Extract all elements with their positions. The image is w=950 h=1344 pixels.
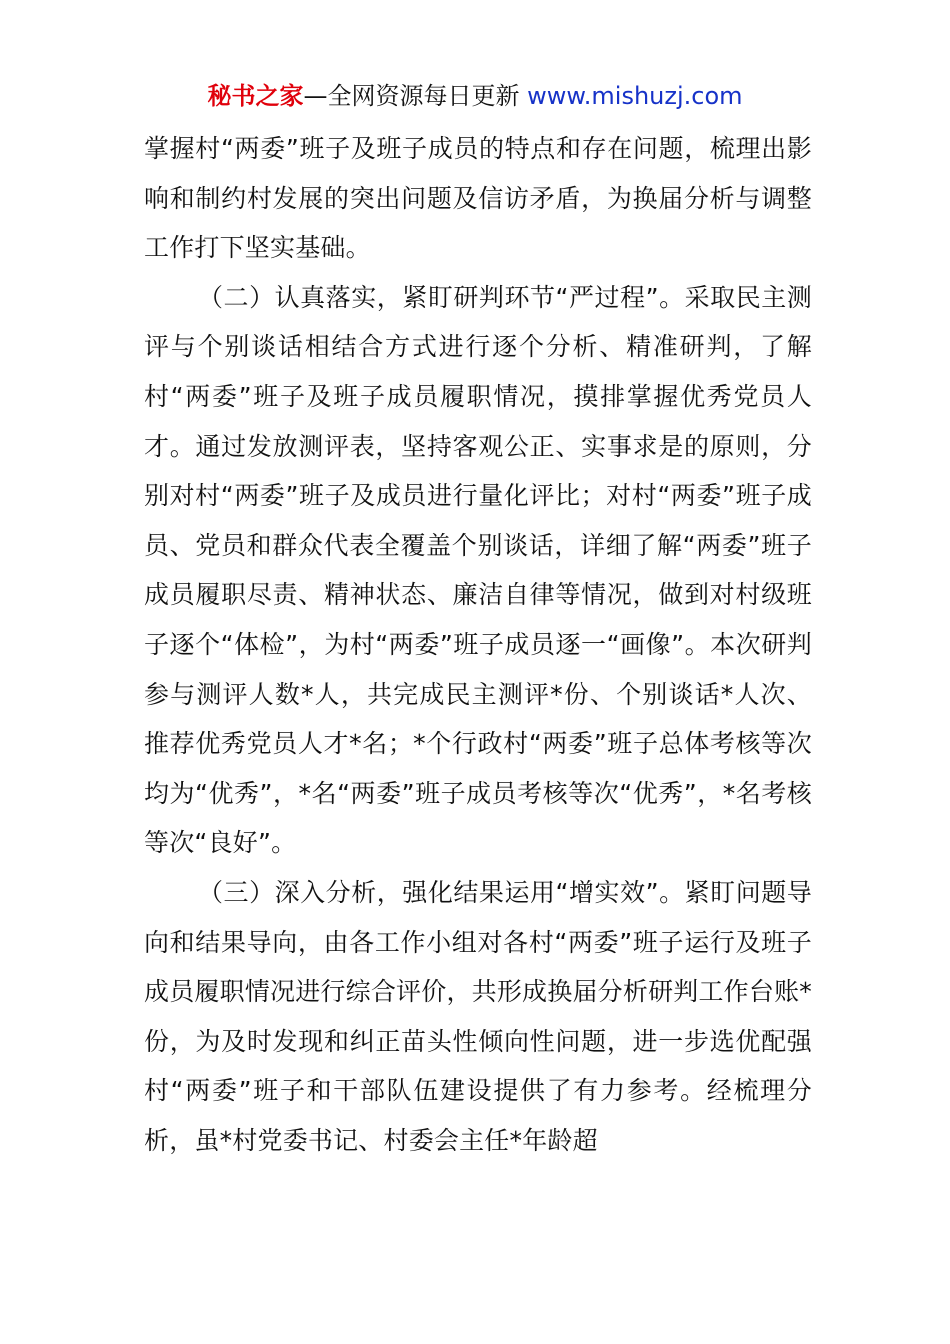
document-body bbox=[144, 124, 812, 1165]
paragraph-section-2: （二）认真落实，紧盯研判环节“严过程”。采取民主测评与个别谈话相结合方式进行逐个分析、精准研判，了解村“两委”班子及班子成员履职情况，摸排掌握优秀党员人才。通过发放测评表，坚持客观公正、实事求是的原则，分别对村“两委”班子及成员进行量化评比；对村“两委”班子成员、党员和群众代表全覆盖个别谈话，详细了解“两委”班子成员履职尽责、精神状态、廉洁自律等情况，做到对村级班子逐个“体检”，为村“两委”班子成员逐一“画像”。本次研判参与测评人数*人，共完成民主测评*份、个别谈话*人次、推荐优秀党员人才*名；*个行政村“两委”班子总体考核等次均为“优秀”，*名“两委”班子成员考核等次“优秀”，*名考核等次“良好”。 bbox=[144, 282, 812, 858]
paragraph-continuation: 掌握村“两委”班子及班子成员的特点和存在问题，梳理出影响和制约村发展的突出问题及信访矛盾，为换届分析与调整工作打下坚实基础。 bbox=[144, 134, 812, 263]
header-url-link[interactable]: www.mishuzj.com bbox=[527, 82, 743, 110]
header-brand: 秘书之家 bbox=[207, 82, 304, 110]
header-tagline: —全网资源每日更新 bbox=[303, 82, 520, 110]
page-header bbox=[0, 80, 950, 112]
paragraph-section-3: （三）深入分析，强化结果运用“增实效”。紧盯问题导向和结果导向，由各工作小组对各村“两委”班子运行及班子成员履职情况进行综合评价，共形成换届分析研判工作台账*份，为及时发现和纠正苗头性倾向性问题，进一步选优配强村“两委”班子和干部队伍建设提供了有力参考。经梳理分析，虽*村党委书记、村委会主任*年龄超 bbox=[144, 877, 812, 1155]
